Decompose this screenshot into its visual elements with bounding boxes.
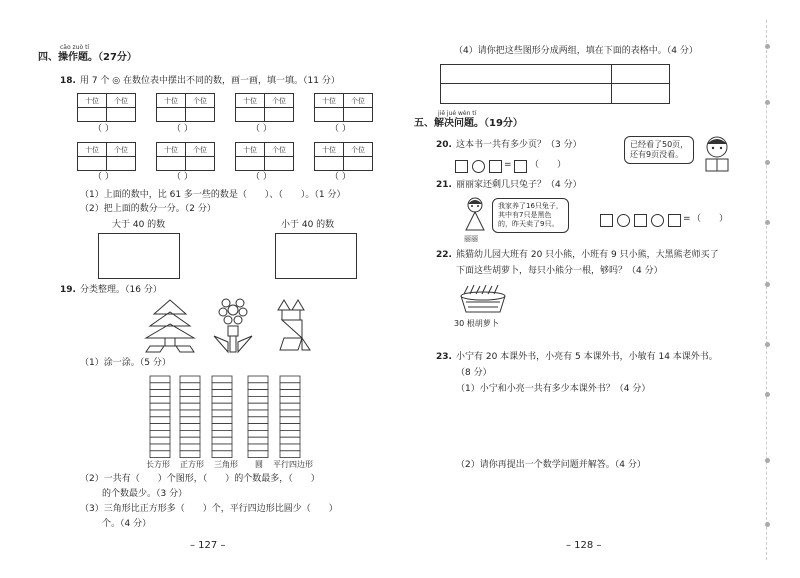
place-value-table-4 <box>314 93 373 122</box>
coloring-cell[interactable] <box>280 417 300 424</box>
coloring-cell[interactable] <box>212 417 232 424</box>
binder-hole <box>765 44 770 49</box>
tens-cell[interactable] <box>236 157 265 171</box>
ones-cell[interactable] <box>344 157 373 171</box>
coloring-cell[interactable] <box>212 410 232 417</box>
q21-text: 丽丽家还剩几只兔子？（4 分） <box>456 180 582 190</box>
tens-cell[interactable] <box>315 157 344 171</box>
page-number-left: – 127 – <box>190 540 226 551</box>
q18-sub1: （1）上面的数中，比 61 多一些的数是（ ）、（ ）。（1 分） <box>80 190 346 200</box>
answer-paren-6[interactable]: （ ） <box>172 172 193 182</box>
boy-reading-icon <box>700 134 734 174</box>
binder-hole <box>765 100 770 105</box>
ones-header: 个位 <box>186 94 215 108</box>
place-value-table-5 <box>77 142 136 171</box>
coloring-cell[interactable] <box>212 444 232 451</box>
carrot-basket-label: 30 根胡萝卜 <box>454 319 499 328</box>
coloring-cell[interactable] <box>180 424 200 431</box>
coloring-cell[interactable] <box>150 376 170 383</box>
tens-cell[interactable] <box>157 157 186 171</box>
q20-text: 这本书一共有多少页？（3 分） <box>456 140 582 150</box>
q18-number: 18. <box>60 76 76 86</box>
coloring-cell[interactable] <box>212 383 232 390</box>
q19-sub1: （1）涂一涂。（5 分） <box>80 358 171 368</box>
coloring-cell[interactable] <box>248 437 268 444</box>
coloring-cell[interactable] <box>280 437 300 444</box>
q23-text-line2: （8 分） <box>456 368 492 378</box>
answer-paren-7[interactable]: （ ） <box>251 172 272 182</box>
coloring-cell[interactable] <box>150 403 170 410</box>
q20-box-1[interactable] <box>455 160 468 173</box>
coloring-cell[interactable] <box>248 451 268 458</box>
coloring-cell[interactable] <box>212 451 232 458</box>
equals-sign: = <box>504 160 512 170</box>
cat-figure <box>276 298 312 354</box>
tens-header: 十位 <box>157 94 186 108</box>
ones-header: 个位 <box>107 143 136 157</box>
q21-operator-circle-2[interactable] <box>651 214 664 227</box>
coloring-cell[interactable] <box>180 437 200 444</box>
coloring-column-4[interactable] <box>248 376 268 458</box>
coloring-cell[interactable] <box>280 444 300 451</box>
coloring-cell[interactable] <box>180 390 200 397</box>
coloring-cell[interactable] <box>150 410 170 417</box>
coloring-cell[interactable] <box>280 376 300 383</box>
coloring-cell[interactable] <box>212 437 232 444</box>
q20-speech-bubble <box>624 136 694 164</box>
q22-number: 22. <box>436 250 452 260</box>
q21-operator-circle-1[interactable] <box>617 214 630 227</box>
q19-sub2-line2: 的个数最少。（3 分） <box>102 489 188 499</box>
coloring-cell[interactable] <box>280 396 300 403</box>
q23-sub2: （2）请你再提出一个数学问题并解答。（4 分） <box>456 460 646 470</box>
coloring-cell[interactable] <box>180 403 200 410</box>
coloring-cell[interactable] <box>150 451 170 458</box>
tens-header: 十位 <box>78 143 107 157</box>
ones-cell[interactable] <box>107 108 136 122</box>
place-value-table-2 <box>156 93 215 122</box>
binder-hole <box>765 342 770 347</box>
answer-paren-8[interactable]: （ ） <box>330 172 351 182</box>
coloring-column-3[interactable] <box>212 376 232 458</box>
q23-text-line1: 小宁有 20 本课外书，小亮有 5 本课外书，小敏有 14 本课外书。 <box>456 352 718 362</box>
two-group-table[interactable] <box>440 64 670 104</box>
ones-header: 个位 <box>265 143 294 157</box>
page-number-right: – 128 – <box>566 540 602 551</box>
q18-text: 用 7 个 ◎ 在数位表中摆出不同的数，画一画，填一填。（11 分） <box>80 76 340 86</box>
section-5-pinyin: jiě jué wèn tí <box>438 110 477 117</box>
q19-number: 19. <box>60 285 76 295</box>
coloring-cell[interactable] <box>212 403 232 410</box>
greater-than-40-box[interactable] <box>98 233 180 279</box>
coloring-cell[interactable] <box>248 444 268 451</box>
binder-hole <box>765 220 770 225</box>
coloring-cell[interactable] <box>248 390 268 397</box>
coloring-cell[interactable] <box>150 383 170 390</box>
q21-number: 21. <box>436 180 452 190</box>
q19-sub4: （4）请你把这些图形分成两组，填在下面的表格中。（4 分） <box>454 46 698 56</box>
binder-hole <box>765 522 770 527</box>
coloring-cell[interactable] <box>212 396 232 403</box>
q23-number: 23. <box>436 352 452 362</box>
coloring-cell[interactable] <box>180 410 200 417</box>
coloring-chart[interactable] <box>140 374 320 458</box>
ones-cell[interactable] <box>265 157 294 171</box>
binder-hole <box>765 392 770 397</box>
category-label-square: 正方形 <box>180 460 204 469</box>
coloring-cell[interactable] <box>180 396 200 403</box>
carrot-basket-icon <box>458 284 508 314</box>
tens-header: 十位 <box>236 94 265 108</box>
q21-box-1[interactable] <box>600 214 613 227</box>
place-value-table-1 <box>77 93 136 122</box>
answer-paren-3[interactable]: （ ） <box>251 124 272 134</box>
q20-operator-circle[interactable] <box>472 160 485 173</box>
ones-cell[interactable] <box>265 108 294 122</box>
ones-header: 个位 <box>344 94 373 108</box>
tens-cell[interactable] <box>78 157 107 171</box>
coloring-cell[interactable] <box>280 410 300 417</box>
label-less-than-40: 小于 40 的数 <box>281 220 335 230</box>
coloring-cell[interactable] <box>150 424 170 431</box>
tens-header: 十位 <box>315 143 344 157</box>
q21-answer-paren[interactable]: （ ） <box>692 214 729 224</box>
ones-header: 个位 <box>186 143 215 157</box>
section-4-pinyin: cāo zuò tí <box>60 44 90 51</box>
category-label-parallelogram: 平行四边形 <box>273 460 313 469</box>
answer-paren-5[interactable]: （ ） <box>93 172 114 182</box>
q21-bubble-line2: 其中有7只是黑色 <box>498 211 552 219</box>
coloring-cell[interactable] <box>150 444 170 451</box>
coloring-cell[interactable] <box>280 403 300 410</box>
tens-cell[interactable] <box>315 108 344 122</box>
coloring-cell[interactable] <box>212 424 232 431</box>
tens-cell[interactable] <box>78 108 107 122</box>
flower-figure <box>208 296 258 354</box>
tree-figure <box>140 298 200 354</box>
tens-header: 十位 <box>78 94 107 108</box>
tens-header: 十位 <box>236 143 265 157</box>
binder-hole <box>765 282 770 287</box>
binder-hole <box>765 160 770 165</box>
lili-girl-icon <box>462 196 488 234</box>
q21-bubble-line1: 我家养了16只兔子， <box>498 202 563 210</box>
coloring-cell[interactable] <box>248 403 268 410</box>
less-than-40-box[interactable] <box>275 233 357 279</box>
coloring-cell[interactable] <box>180 376 200 383</box>
q22-text-line2: 下面这些胡萝卜，每只小熊分一根，够吗？（4 分） <box>456 266 663 276</box>
ones-header: 个位 <box>107 94 136 108</box>
coloring-cell[interactable] <box>212 390 232 397</box>
q20-bubble-line2: 还有9页没看。 <box>630 150 684 159</box>
q20-box-2[interactable] <box>489 160 502 173</box>
coloring-column-2[interactable] <box>180 376 200 458</box>
coloring-cell[interactable] <box>280 424 300 431</box>
coloring-cell[interactable] <box>150 390 170 397</box>
q19-sub2-line1: （2）一共有（ ）个图形，（ ）的个数最多，（ ） <box>80 474 320 484</box>
coloring-cell[interactable] <box>150 396 170 403</box>
tens-header: 十位 <box>157 143 186 157</box>
coloring-cell[interactable] <box>180 383 200 390</box>
ones-cell[interactable] <box>344 108 373 122</box>
ones-cell[interactable] <box>186 108 215 122</box>
coloring-cell[interactable] <box>150 437 170 444</box>
answer-paren-1[interactable]: （ ） <box>93 124 114 134</box>
coloring-cell[interactable] <box>248 424 268 431</box>
q19-text: 分类整理。（16 分） <box>80 285 162 295</box>
q21-speech-bubble <box>492 198 569 233</box>
answer-paren-2[interactable]: （ ） <box>172 124 193 134</box>
coloring-cell[interactable] <box>248 383 268 390</box>
q20-answer-paren[interactable]: （ ） <box>530 160 567 170</box>
equals-sign: = <box>683 214 691 224</box>
binder-hole <box>765 458 770 463</box>
coloring-cell[interactable] <box>248 396 268 403</box>
category-label-triangle: 三角形 <box>214 460 238 469</box>
answer-paren-4[interactable]: （ ） <box>330 124 351 134</box>
section-4-title: 四、操作题。（27分） <box>38 52 137 63</box>
coloring-cell[interactable] <box>280 451 300 458</box>
coloring-cell[interactable] <box>180 417 200 424</box>
ones-cell[interactable] <box>186 157 215 171</box>
lili-name: 丽丽 <box>464 235 478 243</box>
coloring-cell[interactable] <box>212 430 232 437</box>
coloring-column-5[interactable] <box>280 376 300 458</box>
q21-bubble-line3: 的，昨天卖了9只。 <box>498 220 559 228</box>
place-value-table-6 <box>156 142 215 171</box>
coloring-cell[interactable] <box>248 417 268 424</box>
q21-box-2[interactable] <box>634 214 647 227</box>
coloring-cell[interactable] <box>280 383 300 390</box>
tens-cell[interactable] <box>157 108 186 122</box>
coloring-cell[interactable] <box>180 430 200 437</box>
place-value-table-8 <box>314 142 373 171</box>
q23-sub1: （1）小宁和小亮一共有多少本课外书？（4 分） <box>456 384 651 394</box>
ones-header: 个位 <box>344 143 373 157</box>
coloring-cell[interactable] <box>280 390 300 397</box>
q20-number: 20. <box>436 140 452 150</box>
q20-box-result[interactable] <box>514 160 527 173</box>
q22-text-line1: 熊猫幼儿园大班有 20 只小熊，小班有 9 只小熊，大黑熊老师买了 <box>456 250 719 260</box>
category-label-rectangle: 长方形 <box>146 460 170 469</box>
coloring-cell[interactable] <box>280 430 300 437</box>
q20-bubble-line1: 已经看了50页， <box>630 140 689 149</box>
category-label-circle: 圆 <box>255 460 263 469</box>
coloring-cell[interactable] <box>248 376 268 383</box>
q21-box-3[interactable] <box>668 214 681 227</box>
coloring-cell[interactable] <box>248 430 268 437</box>
coloring-cell[interactable] <box>180 444 200 451</box>
q19-sub3-line1: （3）三角形比正方形多（ ）个，平行四边形比圆少（ ） <box>80 504 338 514</box>
coloring-cell[interactable] <box>150 430 170 437</box>
place-value-table-3 <box>235 93 294 122</box>
q18-sub2: （2）把上面的数分一分。（2 分） <box>80 204 216 214</box>
label-greater-than-40: 大于 40 的数 <box>112 220 166 230</box>
tens-header: 十位 <box>315 94 344 108</box>
ones-header: 个位 <box>265 94 294 108</box>
section-5-title: 五、解决问题。（19分） <box>414 118 523 129</box>
place-value-table-7 <box>235 142 294 171</box>
tens-cell[interactable] <box>236 108 265 122</box>
ones-cell[interactable] <box>107 157 136 171</box>
coloring-cell[interactable] <box>248 410 268 417</box>
coloring-cell[interactable] <box>212 376 232 383</box>
coloring-cell[interactable] <box>180 451 200 458</box>
coloring-column-1[interactable] <box>150 376 170 458</box>
coloring-cell[interactable] <box>150 417 170 424</box>
q19-sub3-line2: 个。（4 分） <box>102 519 152 529</box>
